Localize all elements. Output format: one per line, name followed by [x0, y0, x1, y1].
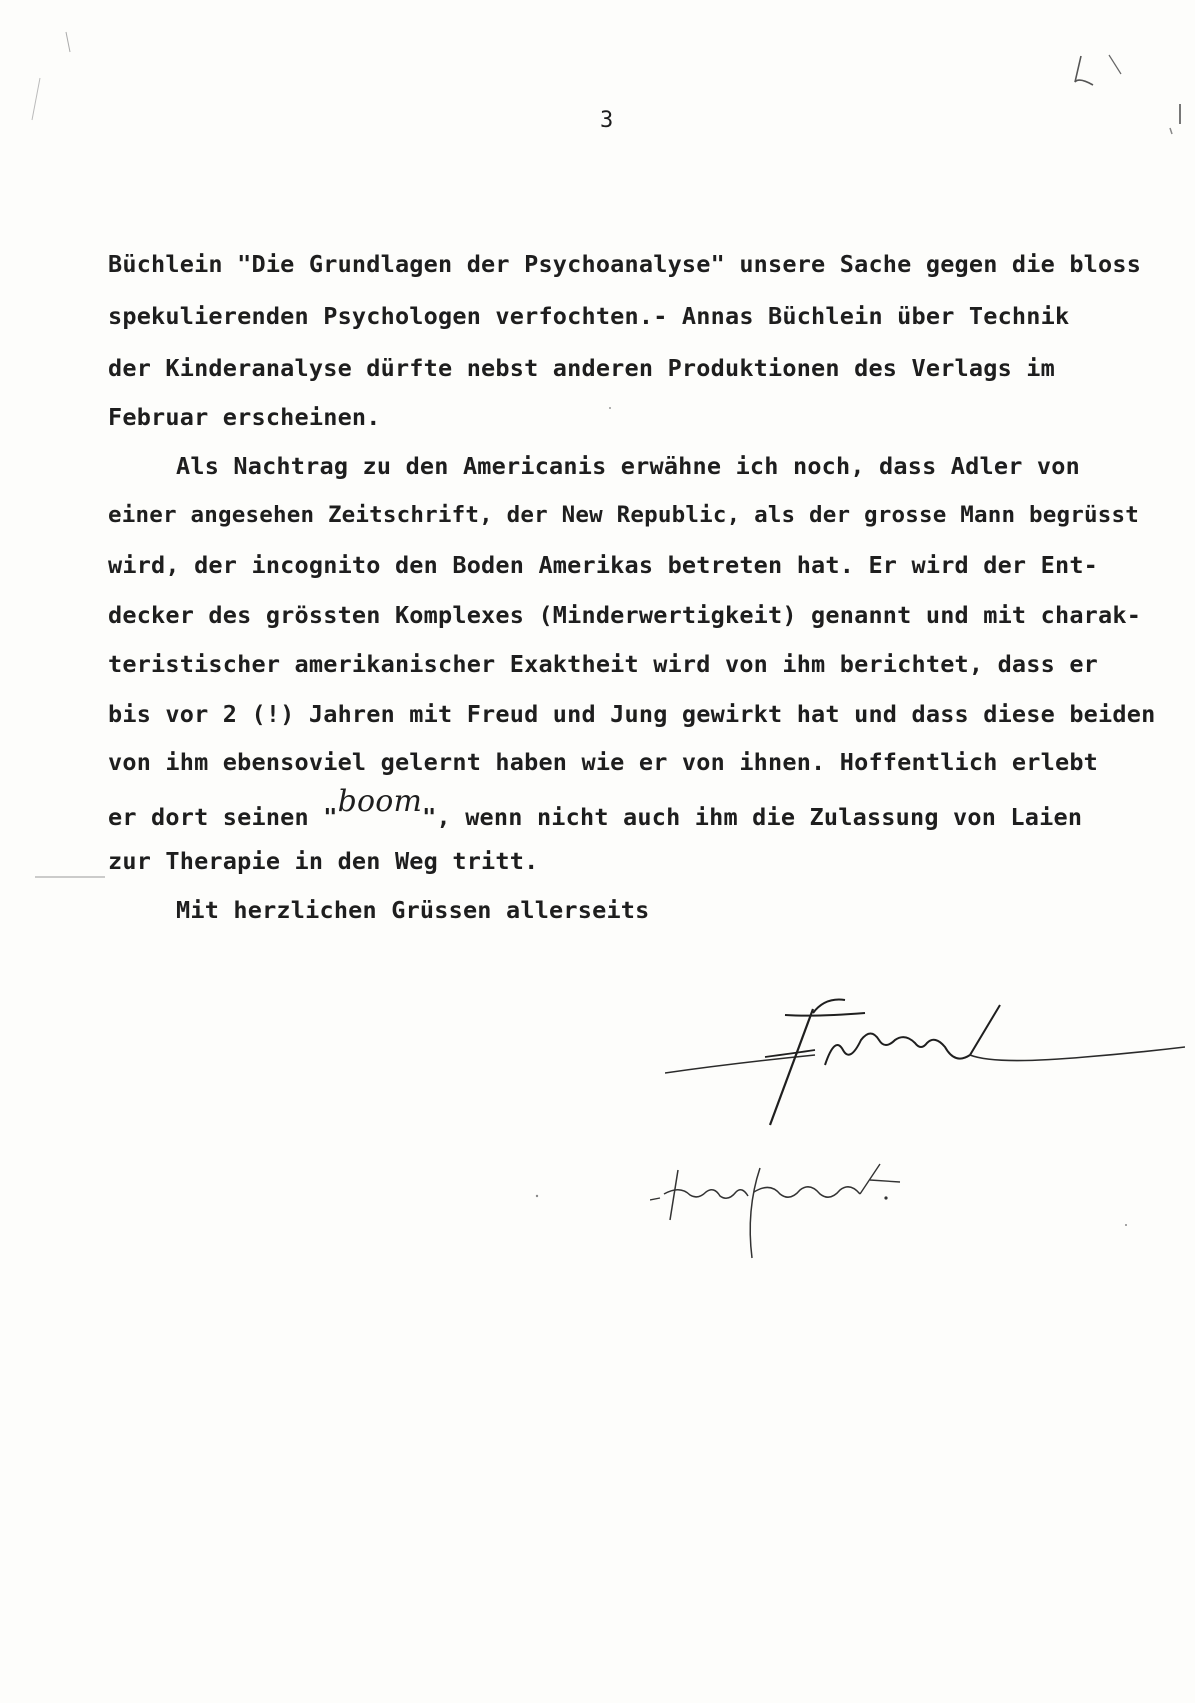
anna-freud-signature-text: [700, 1200, 706, 1201]
body-line-12: [108, 784, 1083, 833]
body-line-6: einer angesehen Zeitschrift, der New Republic, als der grosse Mann begrüsst: [108, 502, 1139, 528]
page-number: 3: [600, 108, 614, 133]
body-line-2: spekulierenden Psychologen verfochten.- Annas Büchlein über Technik: [108, 302, 1070, 330]
body-line-9: teristischer amerikanischer Exaktheit wird von ihm berichtet, dass er: [108, 650, 1099, 678]
anna-freud-signature: [650, 1160, 920, 1260]
closing-greeting: Mit herzlichen Grüssen allerseits: [176, 896, 650, 924]
body-line-1: Büchlein "Die Grundlagen der Psychoanalyse" unsere Sache gegen die bloss: [108, 250, 1142, 278]
freud-signature-text: [760, 1040, 763, 1041]
body-line-13: zur Therapie in den Weg tritt.: [108, 847, 539, 875]
body-line-5: Als Nachtrag zu den Americanis erwähne ich noch, dass Adler von: [176, 452, 1080, 480]
boom-handwritten: boom: [337, 784, 423, 819]
body-line-8: decker des grössten Komplexes (Minderwertigkeit) genannt und mit charak-: [108, 601, 1142, 629]
freud-signature: [665, 995, 1185, 1135]
body-line-4: Februar erscheinen.: [108, 403, 381, 431]
body-line-10: bis vor 2 (!) Jahren mit Freud und Jung gewirkt hat und dass diese beiden: [108, 700, 1156, 728]
body-line-3: der Kinderanalyse dürfte nebst anderen Produktionen des Verlags im: [108, 354, 1055, 382]
body-line-7: wird, der incognito den Boden Amerikas betreten hat. Er wird der Ent-: [108, 551, 1099, 579]
boom-before: er dort seinen ": [108, 803, 338, 831]
boom-after: ", wenn nicht auch ihm die Zulassung von Laien: [422, 803, 1083, 831]
body-line-11: von ihm ebensoviel gelernt haben wie er von ihnen. Hoffentlich erlebt: [108, 748, 1099, 776]
